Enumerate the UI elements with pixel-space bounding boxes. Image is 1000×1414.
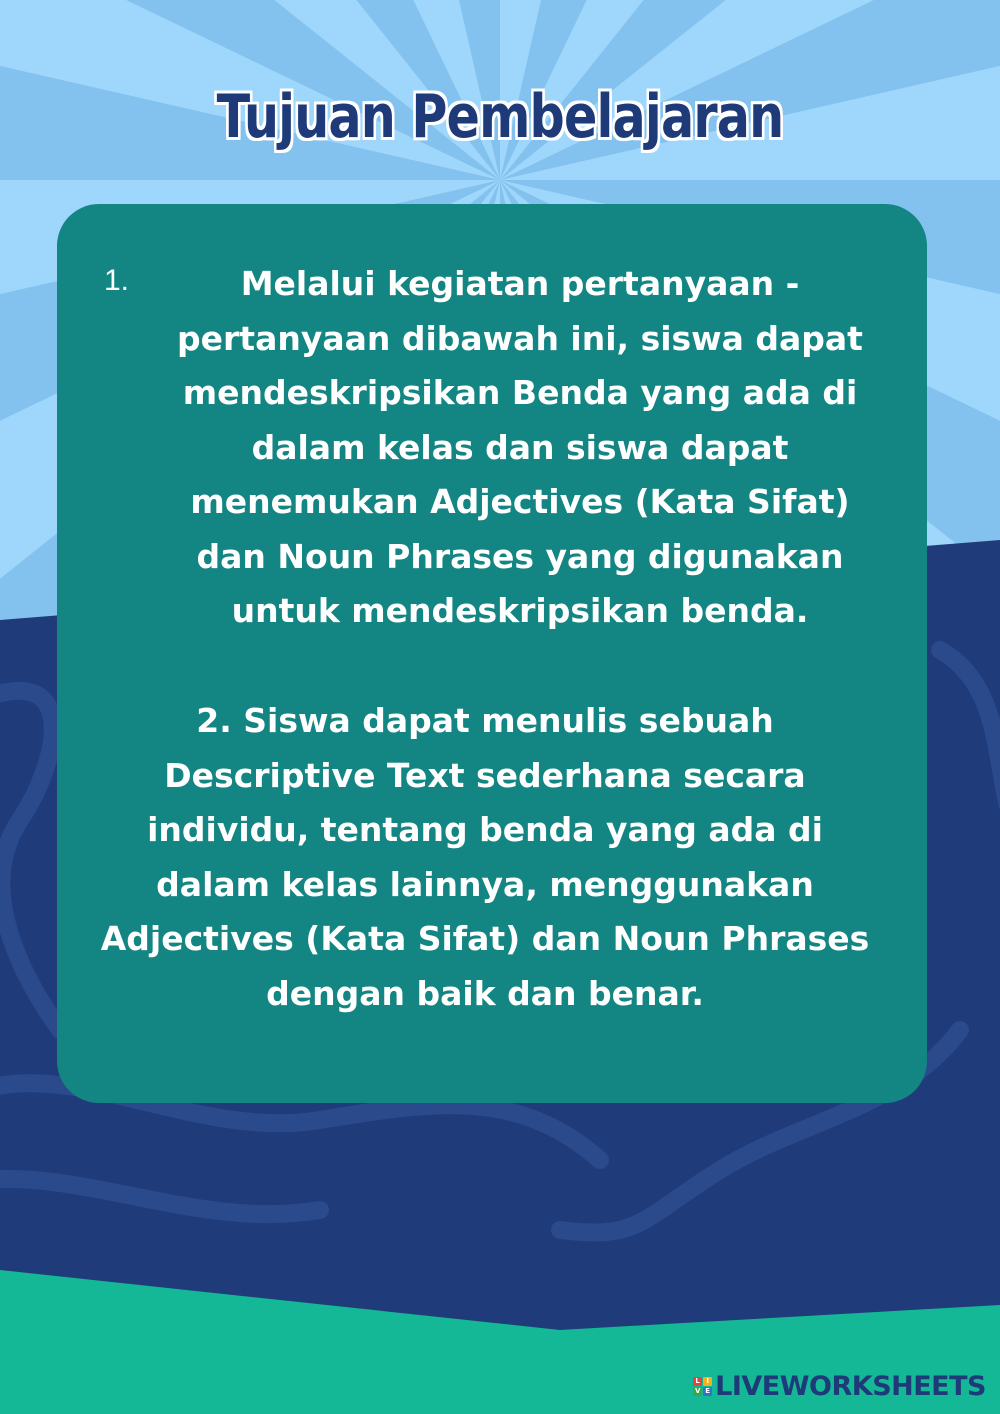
text-line: dalam kelas dan siswa dapat [251, 427, 789, 467]
logo-mark-letter: V [694, 1386, 701, 1395]
objective-2-text [70, 694, 900, 1021]
logo-mark-letter: E [703, 1387, 712, 1396]
text-line: pertanyaan dibawah ini, siswa dapat [177, 318, 863, 358]
text-line: dengan baik dan benar. [266, 973, 704, 1013]
liveworksheets-logo[interactable] [693, 1368, 986, 1404]
text-line: menemukan Adjectives (Kata Sifat) [190, 482, 850, 521]
text-line: dan Noun Phrases yang digunakan [196, 536, 844, 576]
objective-1-text [150, 257, 890, 639]
logo-mark-letter: L [693, 1377, 702, 1386]
liveworksheets-logo-mark-icon [693, 1377, 712, 1396]
text-line: 2. Siswa dapat menulis sebuah [196, 701, 774, 740]
text-line: individu, tentang benda yang ada di [147, 810, 823, 849]
text-line: mendeskripsikan Benda yang ada di [182, 373, 858, 412]
objective-1-number: 1. [104, 264, 130, 297]
text-line: untuk mendeskripsikan benda. [231, 591, 809, 630]
page-title: Tujuan Pembelajaran [216, 82, 784, 152]
text-line: Descriptive Text sederhana secara [164, 755, 806, 795]
text-line: Melalui kegiatan pertanyaan - [240, 264, 800, 303]
logo-mark-letter: I [703, 1377, 712, 1386]
text-line: Adjectives (Kata Sifat) dan Noun Phrases [100, 919, 870, 958]
text-line: dalam kelas lainnya, menggunakan [156, 864, 814, 904]
logo-text: LIVEWORKSHEETS [715, 1370, 986, 1402]
